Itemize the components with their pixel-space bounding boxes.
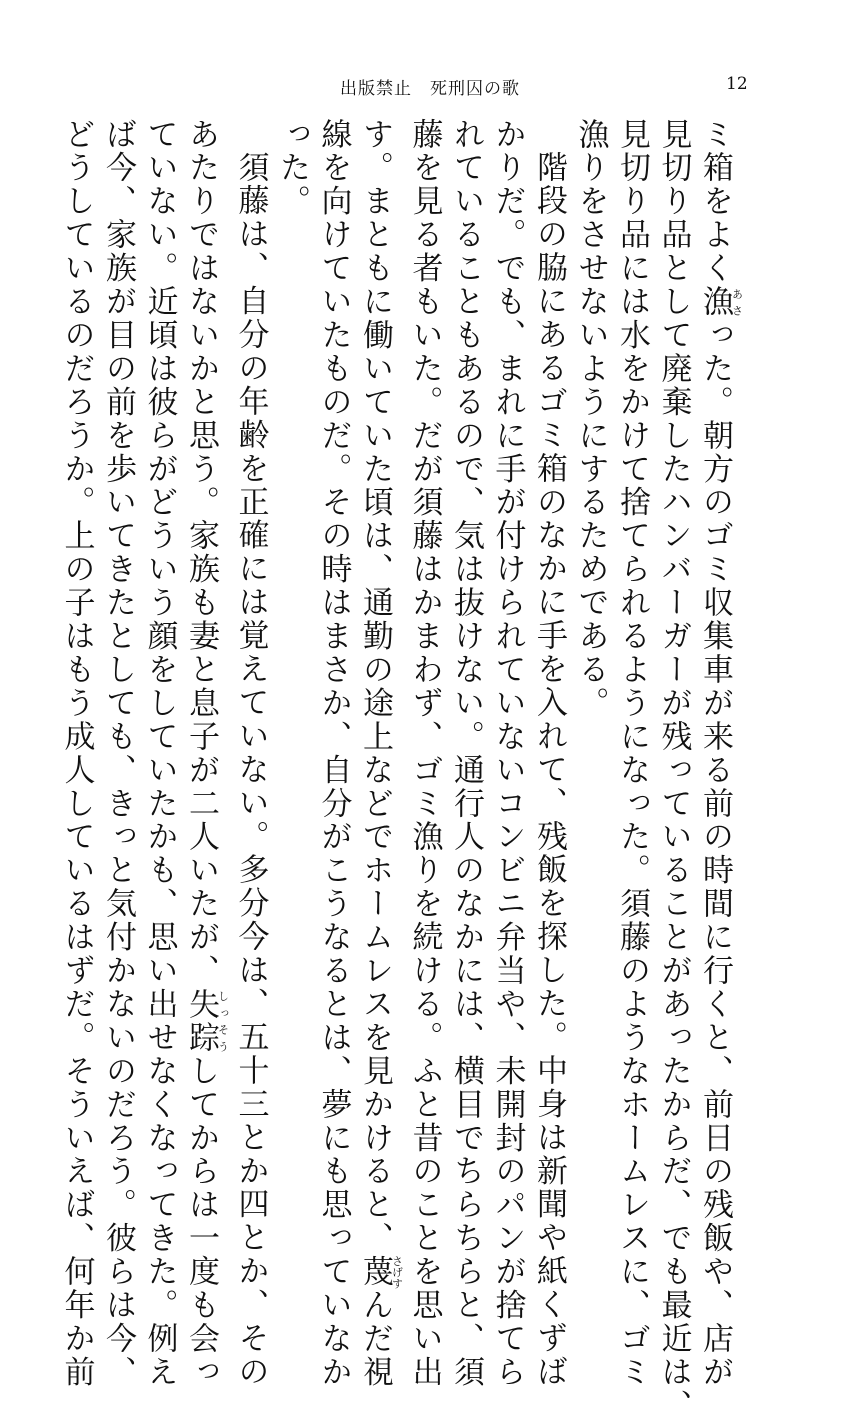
furigana xyxy=(697,285,744,319)
text-run: あたりではないかと思う。家族も妻と息子が二人いたが、 xyxy=(183,118,219,988)
vertical-body-text xyxy=(55,118,744,1423)
paragraph-start-column: 須藤は、自分の年齢を正確には覚えていない。多分今は、五十三とか四とか、その xyxy=(232,151,269,1389)
ruby-base: 漁 xyxy=(697,285,733,319)
text-run: す。まともに働いていた頃は、通勤の途上などでホームレスを見かけると、 xyxy=(357,118,393,1256)
text-column: 見切り品として廃棄したハンバーガーが残っていることがあったからだ、でも最近は、 xyxy=(655,118,692,1423)
paragraph-start-column: 階段の脇にあるゴミ箱のなかに手を入れて、残飯を探した。中身は新聞や紙くずば xyxy=(531,151,567,1389)
page-number: 12 xyxy=(726,74,748,94)
ruby-reading: しっそう xyxy=(216,987,230,1055)
furigana xyxy=(357,1255,404,1289)
text-column: れていることもあるので、気は抜けない。通行人のなかには、横目でちらちらと、須 xyxy=(448,118,484,1390)
ruby-reading: あさ xyxy=(730,285,744,319)
text-column: 線を向けていたものだ。その時はまさか、自分がこうなるとは、夢にも思っていなか xyxy=(315,118,352,1390)
text-column: かりだ。でも、まれに手が付けられていないコンビニ弁当や、未開封のパンが捨てら xyxy=(489,118,526,1390)
text-column: った。 xyxy=(274,118,310,219)
furigana xyxy=(183,987,230,1055)
text-run: った。朝方のゴミ収集車が来る前の時間に行くと、前日の残飯や、店が xyxy=(697,318,733,1390)
text-column xyxy=(694,118,744,1390)
ruby-base: 失踪 xyxy=(183,987,219,1055)
text-run: んだ視 xyxy=(357,1288,393,1390)
text-column: どうしているのだろうか。上の子はもう成人しているはずだ。そういえば、何年か前 xyxy=(58,118,95,1390)
text-column: ば今、家族が目の前を歩いてきたとしても、きっと気付かないのだろう。彼らは今、 xyxy=(100,118,136,1390)
text-column: ていない。近頃は彼らがどういう顔をしていたかも、思い出せなくなってきた。例え xyxy=(141,118,178,1390)
text-run: ミ箱をよく xyxy=(697,118,733,286)
text-column: 漁りをさせないようにするためである。 xyxy=(572,118,609,721)
ruby-reading: さげす xyxy=(390,1255,404,1289)
text-column: 見切り品には水をかけて捨てられるようになった。須藤のようなホームレスに、ゴミ xyxy=(614,118,650,1390)
running-header-title: 出版禁止 死刑囚の歌 xyxy=(340,79,520,99)
text-run: してからは一度も会っ xyxy=(183,1054,219,1390)
text-column xyxy=(180,118,230,1390)
text-column: 藤を見る者もいた。だが須藤はかまわず、ゴミ漁りを続ける。ふと昔のことを思い出 xyxy=(406,118,443,1390)
text-column xyxy=(354,118,404,1390)
ruby-base: 蔑 xyxy=(357,1255,393,1289)
